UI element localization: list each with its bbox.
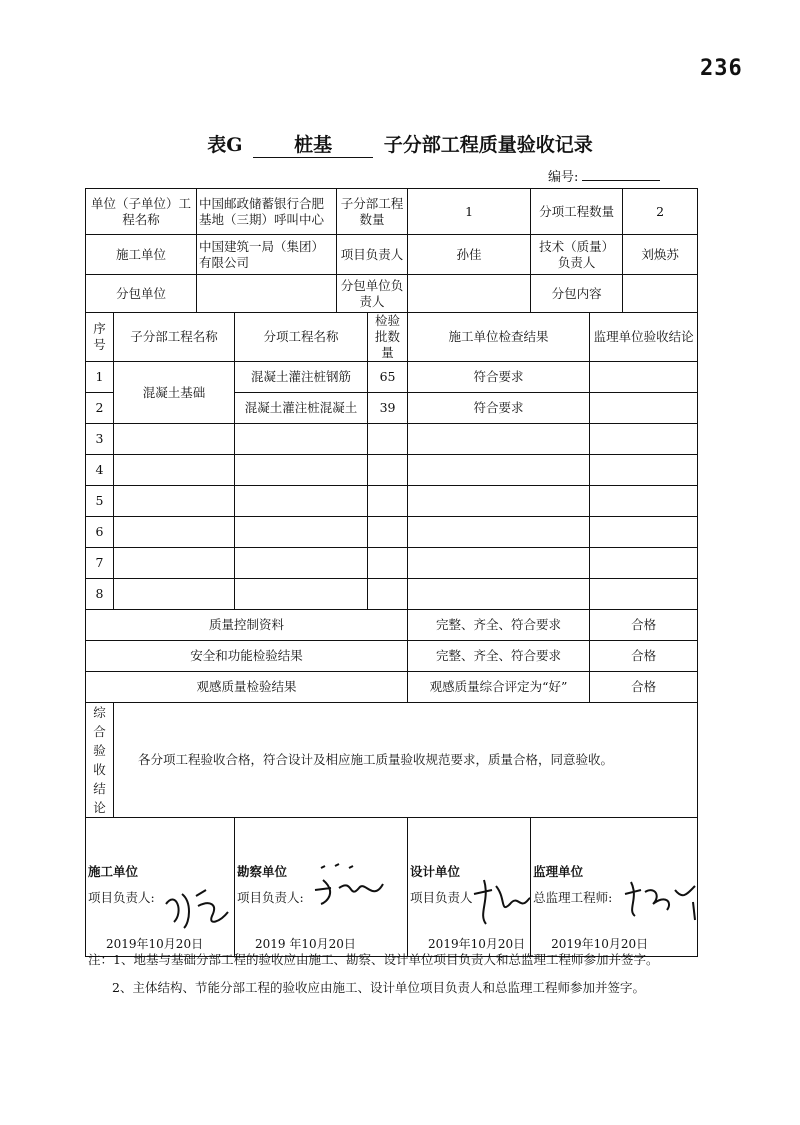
note-1: 注：1、地基与基础分部工程的验收应由施工、勘察、设计单位项目负责人和总监理工程师参加并签字。 [88, 952, 659, 967]
overall-label [86, 703, 114, 818]
sub-manager-label: 分包单位负责人 [337, 275, 408, 313]
form-title [0, 130, 800, 158]
row-conclusion [590, 362, 698, 393]
summary-result: 完整、齐全、符合要求 [408, 610, 590, 641]
row-count [368, 424, 408, 455]
col-item-name: 分项工程名称 [235, 313, 368, 362]
signature-role: 设计单位 [410, 864, 461, 879]
acceptance-record-table [85, 188, 698, 957]
page-number: 236 [700, 56, 743, 81]
row-no: 8 [86, 579, 114, 610]
row-count [368, 517, 408, 548]
row-count [368, 486, 408, 517]
unit-label: 单位（子单位）工程名称 [86, 189, 197, 235]
tech-value: 刘焕苏 [623, 235, 698, 275]
col-sub-name: 子分部工程名称 [114, 313, 235, 362]
sub-content-label: 分包内容 [531, 275, 623, 313]
title-blank-value: 桩基 [253, 130, 373, 158]
row-result [408, 517, 590, 548]
row-item: 混凝土灌注桩钢筋 [235, 362, 368, 393]
form-number [548, 166, 660, 185]
row-sub [114, 517, 235, 548]
row-result [408, 424, 590, 455]
row-conclusion [590, 424, 698, 455]
row-result: 符合要求 [408, 362, 590, 393]
subcontractor-value [197, 275, 337, 313]
signature-who: 总监理工程师: [533, 890, 613, 905]
row-result [408, 579, 590, 610]
summary-conclusion: 合格 [590, 672, 698, 703]
row-no: 5 [86, 486, 114, 517]
note-2: 2、主体结构、节能分部工程的验收应由施工、设计单位项目负责人和总监理工程师参加并签字。 [112, 980, 645, 995]
row-no: 7 [86, 548, 114, 579]
item-count-label: 分项工程数量 [531, 189, 623, 235]
handwritten-signature-icon [470, 870, 531, 930]
sub-count-value: 1 [408, 189, 531, 235]
subcontractor-label: 分包单位 [86, 275, 197, 313]
handwritten-signature-icon [313, 858, 387, 908]
signature-date: 2019年10月20日 [428, 937, 526, 951]
summary-conclusion: 合格 [590, 641, 698, 672]
sub-manager-value [408, 275, 531, 313]
overall-conclusion: 各分项工程验收合格，符合设计及相应施工质量验收规范要求，质量合格，同意验收。 [114, 703, 698, 818]
row-item [235, 579, 368, 610]
summary-label: 质量控制资料 [86, 610, 408, 641]
row-result [408, 486, 590, 517]
row-item: 混凝土灌注桩混凝土 [235, 393, 368, 424]
signature-who: 项目负责人 [410, 890, 473, 905]
signature-role: 勘察单位 [237, 864, 288, 879]
row-sub [114, 548, 235, 579]
row-item [235, 455, 368, 486]
row-conclusion [590, 548, 698, 579]
signature-survey [235, 818, 408, 957]
row-conclusion [590, 455, 698, 486]
signature-role: 施工单位 [88, 864, 139, 879]
row-sub [114, 486, 235, 517]
title-suffix: 子分部工程质量验收记录 [383, 134, 593, 156]
row-no: 6 [86, 517, 114, 548]
row-count: 65 [368, 362, 408, 393]
signature-date: 2019年10月20日 [106, 937, 204, 951]
row-no: 2 [86, 393, 114, 424]
row-conclusion [590, 579, 698, 610]
row-conclusion [590, 393, 698, 424]
row-item [235, 486, 368, 517]
summary-result: 观感质量综合评定为“好” [408, 672, 590, 703]
col-supervisor-result: 监理单位验收结论 [590, 313, 698, 362]
signature-design [408, 818, 531, 957]
item-count-value: 2 [623, 189, 698, 235]
handwritten-signature-icon [162, 882, 232, 932]
row-no: 3 [86, 424, 114, 455]
row-sub [114, 579, 235, 610]
overall-label-char: 结 [93, 781, 106, 796]
col-no: 序号 [86, 313, 114, 362]
row-count [368, 455, 408, 486]
col-batch-count: 检验批数量 [368, 313, 408, 362]
row-no: 4 [86, 455, 114, 486]
summary-label: 观感质量检验结果 [86, 672, 408, 703]
row-count: 39 [368, 393, 408, 424]
manager-label: 项目负责人 [337, 235, 408, 275]
summary-result: 完整、齐全、符合要求 [408, 641, 590, 672]
row-sub [114, 455, 235, 486]
unit-value: 中国邮政储蓄银行合肥基地（三期）呼叫中心 [197, 189, 337, 235]
col-contractor-result: 施工单位检查结果 [408, 313, 590, 362]
row-item [235, 517, 368, 548]
signature-supervisor [531, 818, 698, 957]
overall-label-char: 合 [93, 724, 106, 739]
signature-who: 项目负责人: [237, 890, 304, 905]
sub-content-value [623, 275, 698, 313]
summary-label: 安全和功能检验结果 [86, 641, 408, 672]
signature-contractor [86, 818, 235, 957]
signature-date: 2019 年10月20日 [255, 937, 356, 951]
row-item [235, 424, 368, 455]
row-result [408, 548, 590, 579]
signature-who: 项目负责人: [88, 890, 155, 905]
row-item [235, 548, 368, 579]
overall-label-char: 收 [93, 762, 106, 777]
row-count [368, 579, 408, 610]
summary-conclusion: 合格 [590, 610, 698, 641]
contractor-label: 施工单位 [86, 235, 197, 275]
row-conclusion [590, 486, 698, 517]
merged-sub-name: 混凝土基础 [114, 362, 235, 424]
sub-count-label: 子分部工程数量 [337, 189, 408, 235]
contractor-value: 中国建筑一局（集团）有限公司 [197, 235, 337, 275]
row-result [408, 455, 590, 486]
form-number-blank [582, 180, 660, 181]
overall-label-char: 论 [93, 800, 106, 815]
row-result: 符合要求 [408, 393, 590, 424]
title-prefix: 表G [207, 134, 243, 156]
signature-role: 监理单位 [533, 864, 584, 879]
row-sub [114, 424, 235, 455]
form-number-label: 编号: [548, 170, 579, 185]
tech-label: 技术（质量）负责人 [531, 235, 623, 275]
row-no: 1 [86, 362, 114, 393]
row-count [368, 548, 408, 579]
overall-label-char: 综 [93, 705, 106, 720]
overall-label-char: 验 [93, 743, 106, 758]
signature-date: 2019年10月20日 [551, 937, 649, 951]
handwritten-signature-icon [621, 876, 698, 922]
row-conclusion [590, 517, 698, 548]
manager-value: 孙佳 [408, 235, 531, 275]
